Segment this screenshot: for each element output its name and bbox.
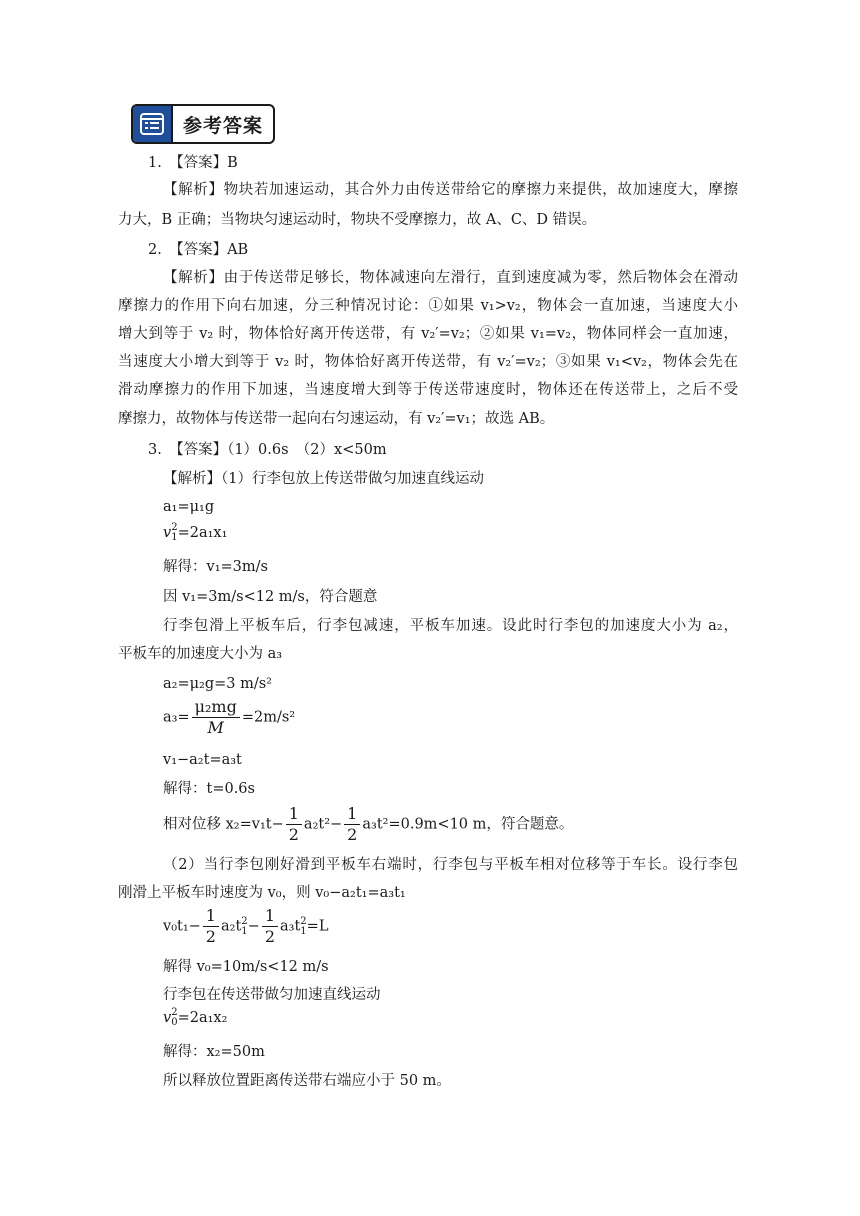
analysis-2-line: 摩擦力的作用下向右加速，分三种情况讨论：①如果 v₁>v₂，物体会一直加速，当速度大小 <box>118 298 738 314</box>
equation-v0-squared: v 2 0 =2a₁x₂ <box>163 1007 228 1028</box>
section-title: 参考答案 <box>182 114 263 137</box>
fraction-half: $\frac{1}{2}$ <box>203 906 219 947</box>
analysis-2-line: 滑动摩擦力的作用下加速，当速度增大到等于传送带速度时，物体还在传送带上，之后不受 <box>118 382 738 398</box>
result-v1: 解得：v₁=3m/s <box>163 559 268 575</box>
answer-3: 3. 【答案】（1）0.6s （2）x<50m <box>148 442 387 458</box>
analysis-3-part2-line: 行李包在传送带做匀加速直线运动 <box>163 987 381 1003</box>
result-t: 解得：t=0.6s <box>163 781 255 797</box>
answer-section-header <box>131 104 275 144</box>
analysis-3-line: 平板车的加速度大小为 a₃ <box>118 646 283 662</box>
analysis-2-line: 摩擦力，故物体与传送带一起向右匀速运动，有 v₂′=v₁；故选 AB。 <box>118 411 555 427</box>
answer-1: 1. 【答案】B <box>148 155 238 171</box>
equation-a2: a₂=μ₂g=3 m/s² <box>163 676 272 692</box>
fraction-half: $\frac{1}{2}$ <box>344 804 360 845</box>
equation-length: v₀t₁− $\frac{1}{2}$ a₂t 2 1 − $\frac{1}{2}$ a₃t 2 1 =L <box>163 906 329 946</box>
fraction-half: $\frac{1}{2}$ <box>286 804 302 845</box>
result-v0: 解得 v₀=10m/s<12 m/s <box>163 959 329 975</box>
analysis-3-line: 【解析】（1）行李包放上传送带做匀加速直线运动 <box>163 471 484 487</box>
fraction-half: $\frac{1}{2}$ <box>262 906 278 947</box>
equation-a1: a₁=μ₁g <box>163 499 215 515</box>
analysis-1-line: 【解析】物块若加速运动，其合外力由传送带给它的摩擦力来提供，故加速度大，摩擦 <box>163 182 738 198</box>
equation-v1-squared: v 2 1 =2a₁x₁ <box>163 522 228 543</box>
analysis-3-line: 行李包滑上平板车后，行李包减速，平板车加速。设此时行李包的加速度大小为 a₂， <box>163 618 738 634</box>
analysis-2-line: 当速度大小增大到等于 v₂ 时，物体恰好离开传送带，有 v₂′=v₂；③如果 v₁<v₂，物体会先在 <box>118 354 738 370</box>
list-icon <box>133 106 173 142</box>
analysis-2-line: 增大到等于 v₂ 时，物体恰好离开传送带，有 v₂′=v₂；②如果 v₁=v₂，物体同样会一直加速， <box>118 326 738 342</box>
result-x2: 解得：x₂=50m <box>163 1044 265 1060</box>
equation-a3: a₃= $\frac{\text{μ₂mg}}{M}$ =2m/s² <box>163 697 296 737</box>
fraction: $\frac{\text{μ₂mg}}{M}$ <box>192 697 240 738</box>
check-v1: 因 v₁=3m/s<12 m/s，符合题意 <box>163 589 378 605</box>
analysis-1-line: 力大，B 正确；当物块匀速运动时，物块不受摩擦力，故 A、C、D 错误。 <box>118 212 597 228</box>
equation-relative-displacement: 相对位移 x₂=v₁t− $\frac{1}{2}$ a₂t²− $\frac{1}{2}$ a₃t²=0.9m<10 m，符合题意。 <box>163 804 574 844</box>
analysis-2-line: 【解析】由于传送带足够长，物体减速向左滑行，直到速度减为零，然后物体会在滑动 <box>163 270 738 286</box>
analysis-3-part2-line: （2）当行李包刚好滑到平板车右端时，行李包与平板车相对位移等于车长。设行李包 <box>163 857 738 873</box>
conclusion: 所以释放位置距离传送带右端应小于 50 m。 <box>163 1073 451 1089</box>
equation-velocity: v₁−a₂t=a₃t <box>163 752 242 768</box>
analysis-3-part2-line: 刚滑上平板车时速度为 v₀，则 v₀−a₂t₁=a₃t₁ <box>118 885 406 901</box>
answer-2: 2. 【答案】AB <box>148 242 249 258</box>
